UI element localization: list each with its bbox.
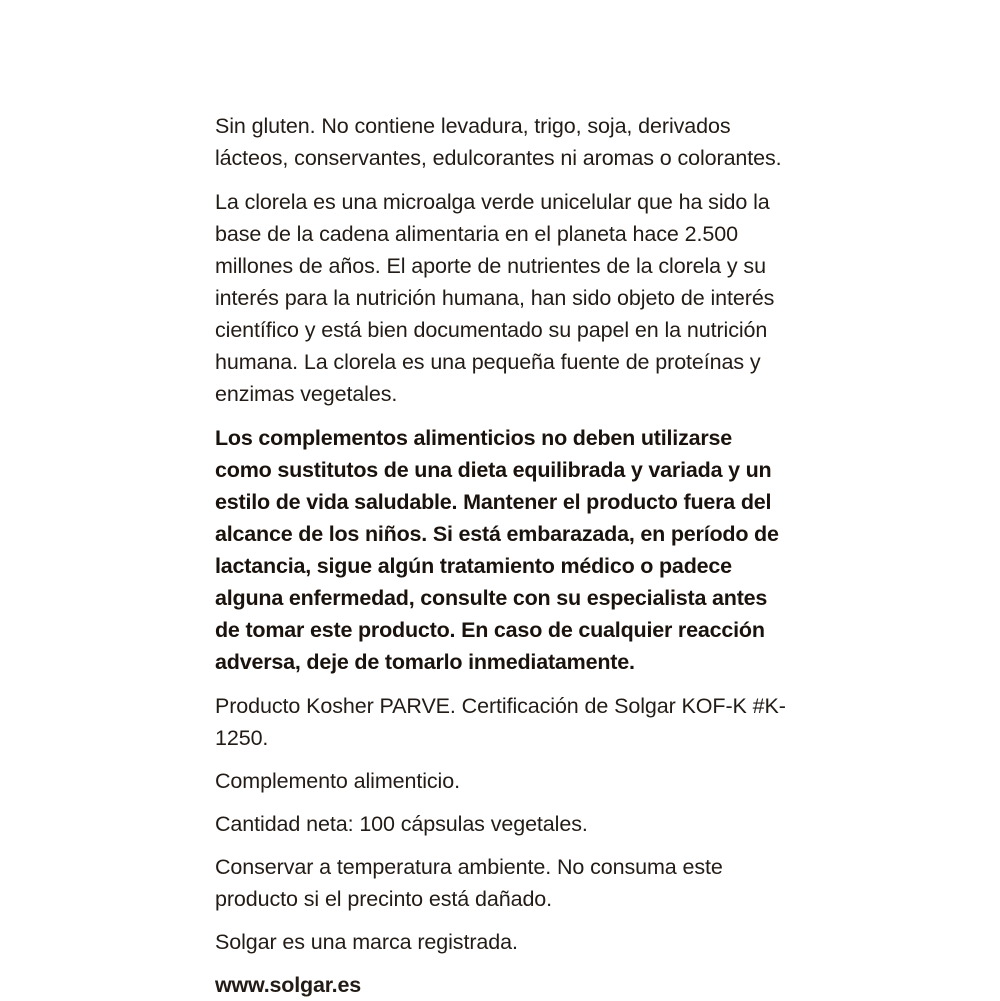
kosher-certification: Producto Kosher PARVE. Certificación de Solgar KOF-K #K-1250. bbox=[215, 694, 786, 750]
trademark-notice: Solgar es una marca registrada. bbox=[215, 930, 518, 954]
product-label-panel bbox=[215, 110, 790, 1001]
product-description: La clorela es una microalga verde unicelular que ha sido la base de la cadena alimentaria en el planeta hace 2.500 millones de años. El aporte de nutrientes de la clorela y su interés para la nutrición humana, han sido objeto de interés científico y está bien documentado su papel en la nutrición humana. La clorela es una pequeña fuente de proteínas y enzimas vegetales. bbox=[215, 190, 775, 406]
net-quantity: Cantidad neta: 100 cápsulas vegetales. bbox=[215, 812, 588, 836]
storage-instructions: Conservar a temperatura ambiente. No consuma este producto si el precinto está dañado. bbox=[215, 855, 723, 911]
website-url[interactable]: www.solgar.es bbox=[215, 973, 361, 997]
allergen-statement: Sin gluten. No contiene levadura, trigo, soja, derivados lácteos, conservantes, edulcorantes ni aromas o colorantes. bbox=[215, 114, 782, 170]
supplement-warning: Los complementos alimenticios no deben utilizarse como sustitutos de una dieta equilibrada y variada y un estilo de vida saludable. Mantener el producto fuera del alcance de los niños. Si está embarazada, en período de lactancia, sigue algún tratamiento médico o padece alguna enfermedad, consulte con su especialista antes de tomar este producto. En caso de cualquier reacción adversa, deje de tomarlo inmediatamente. bbox=[215, 426, 779, 674]
supplement-type: Complemento alimenticio. bbox=[215, 769, 460, 793]
